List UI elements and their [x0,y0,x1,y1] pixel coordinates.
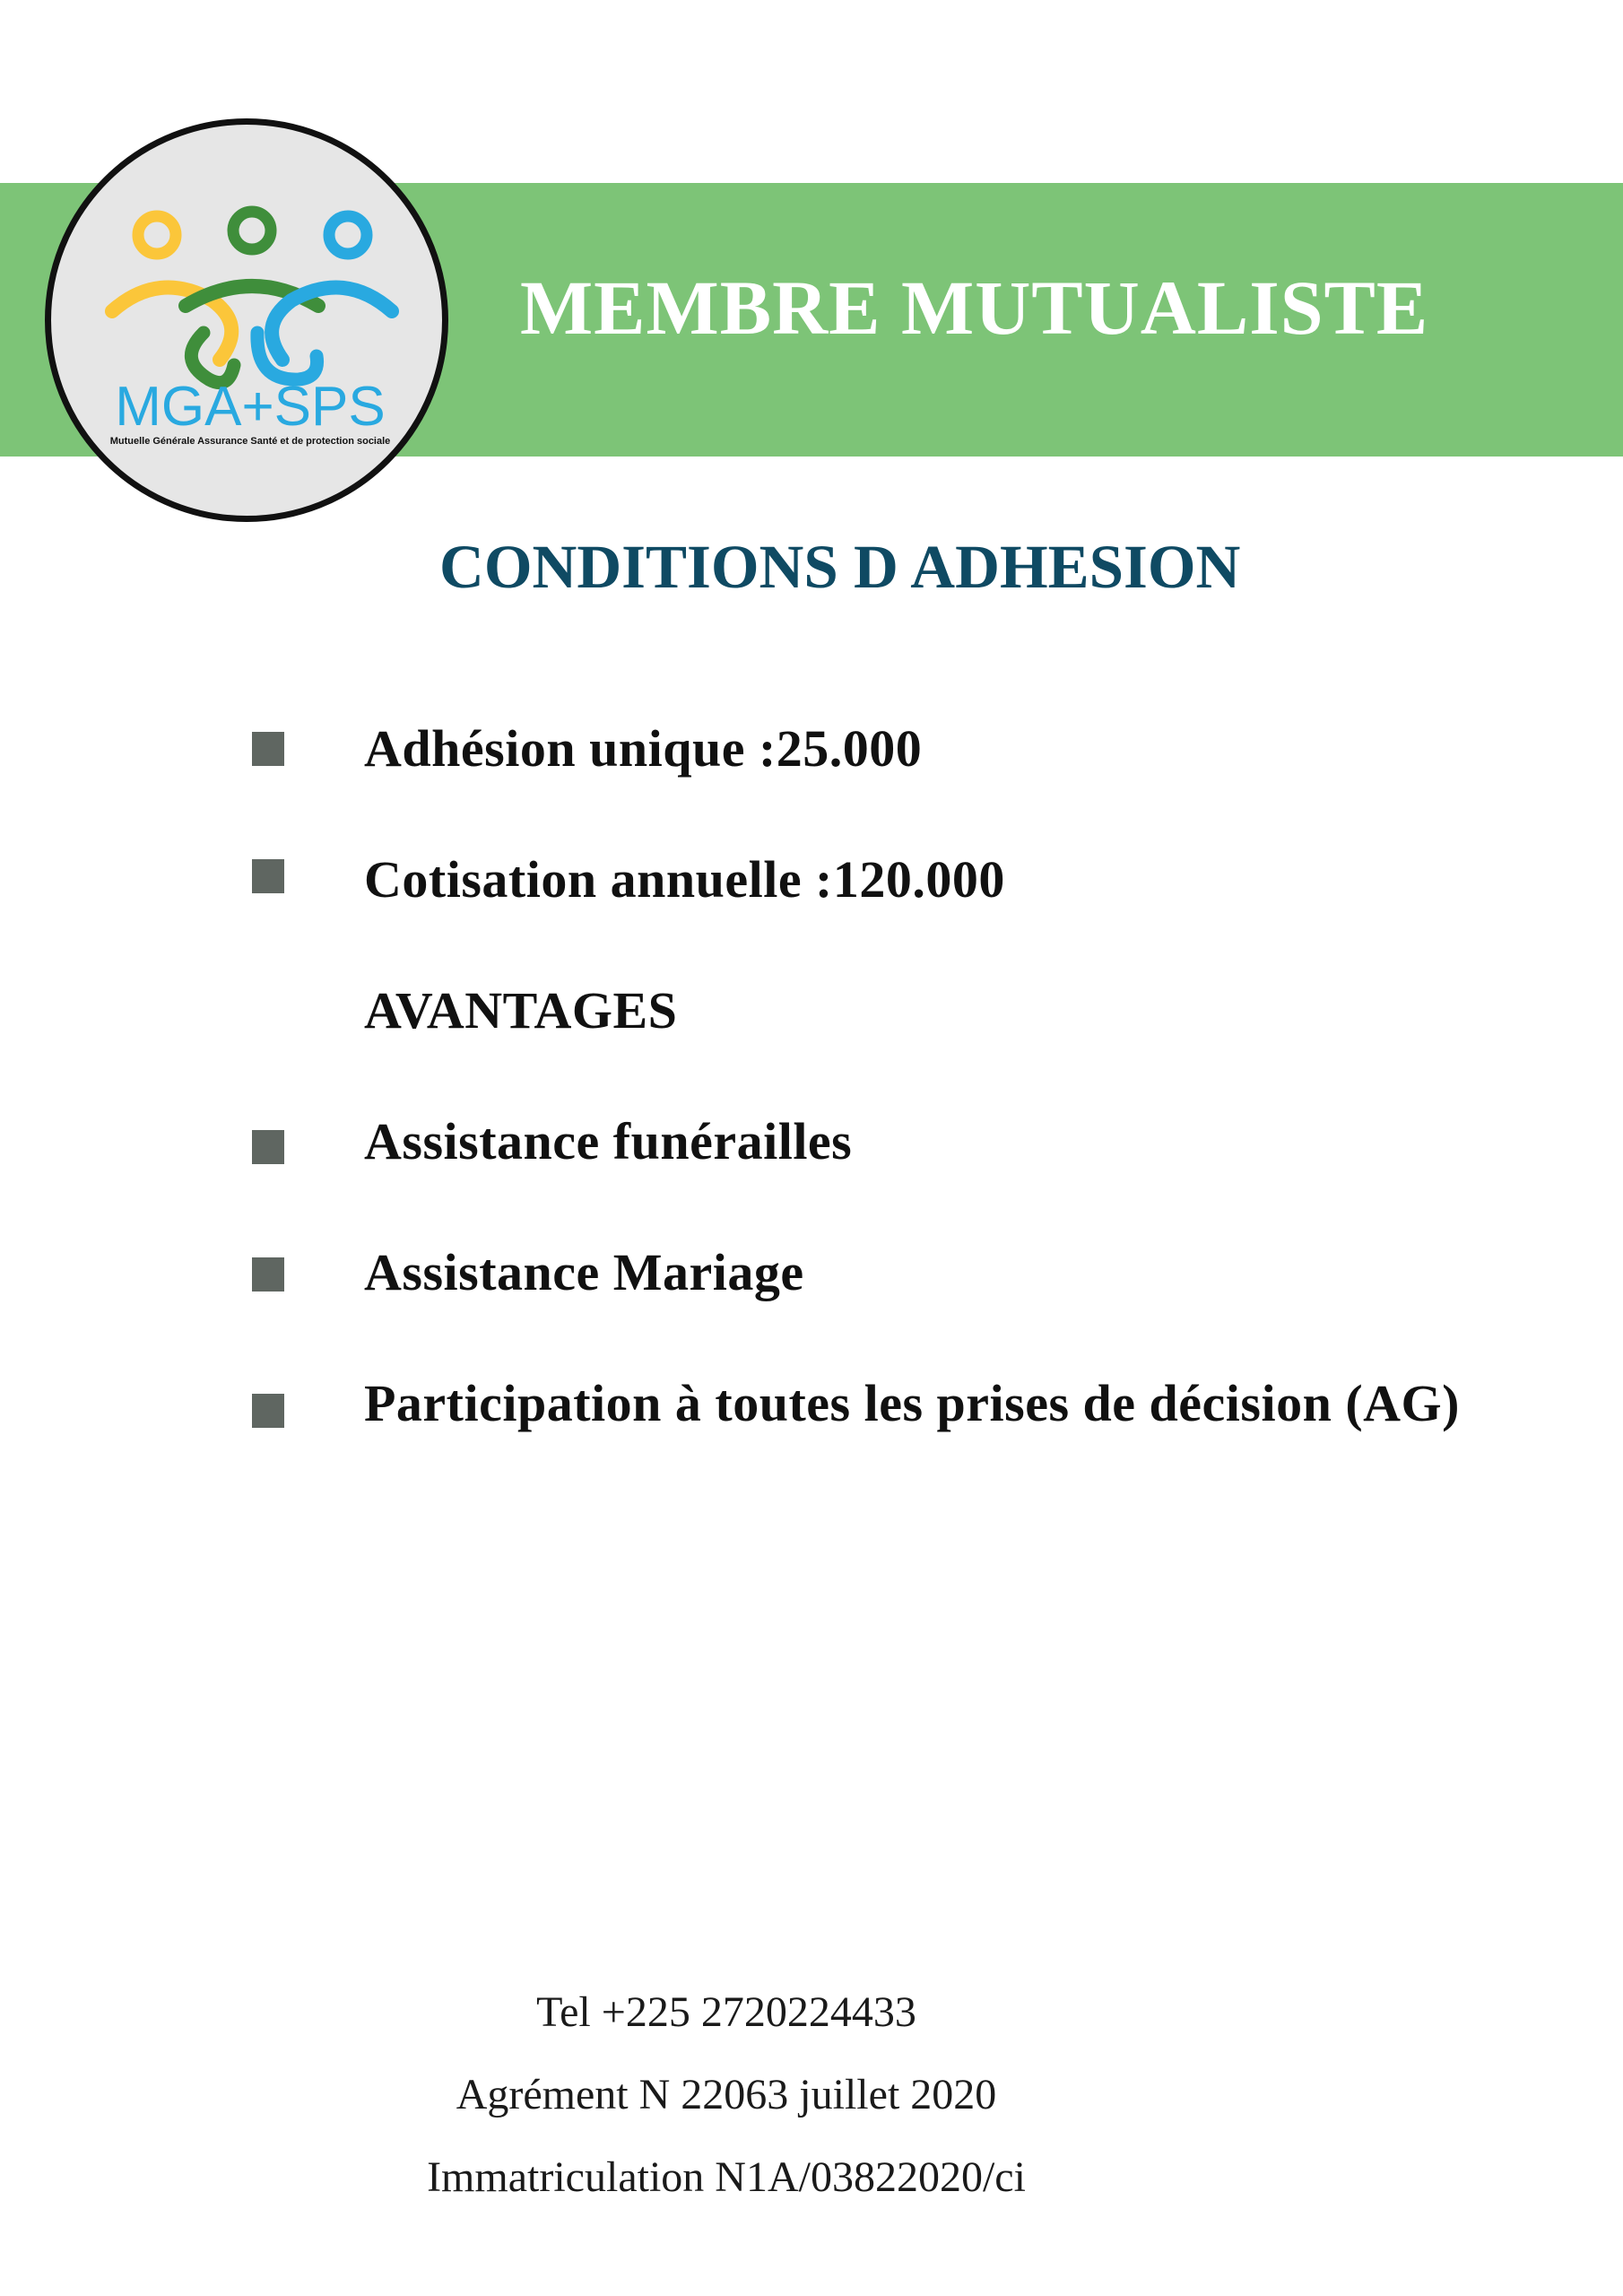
page-title: MEMBRE MUTUALISTE [520,265,1429,351]
conditions-title: CONDITIONS D ADHESION [439,533,1241,601]
advantages-heading-row [0,978,1623,1058]
mga-sps-logo [45,118,448,522]
condition-item [0,847,1623,927]
square-bullet-icon [252,732,284,766]
condition-text: Adhésion unique :25.000 [364,719,923,778]
square-bullet-icon [252,1257,284,1292]
logo-tagline-text: Mutuelle Générale Assurance Santé et de protection sociale [109,436,391,447]
square-bullet-icon [252,859,284,893]
advantage-text: Participation à toutes les prises de décision (AG) [364,1374,1460,1432]
advantages-heading: AVANTAGES [364,981,678,1039]
square-bullet-icon [252,1394,284,1428]
advantage-item [0,1370,1623,1451]
advantage-item [0,1239,1623,1320]
logo-brand-text: MGA+SPS [115,376,386,438]
footer-agrement: Agrément N 22063 juillet 2020 [456,2071,997,2118]
condition-text: Cotisation annuelle :120.000 [364,850,1005,909]
advantage-item [0,1109,1623,1189]
square-bullet-icon [252,1130,284,1164]
advantage-text: Assistance funérailles [364,1112,853,1170]
advantage-text: Assistance Mariage [364,1243,804,1301]
footer-tel: Tel +225 2720224433 [536,1988,916,2036]
condition-item [0,716,1623,796]
footer-immatriculation: Immatriculation N1A/03822020/ci [427,2153,1026,2201]
logo-people-icon [51,125,442,516]
